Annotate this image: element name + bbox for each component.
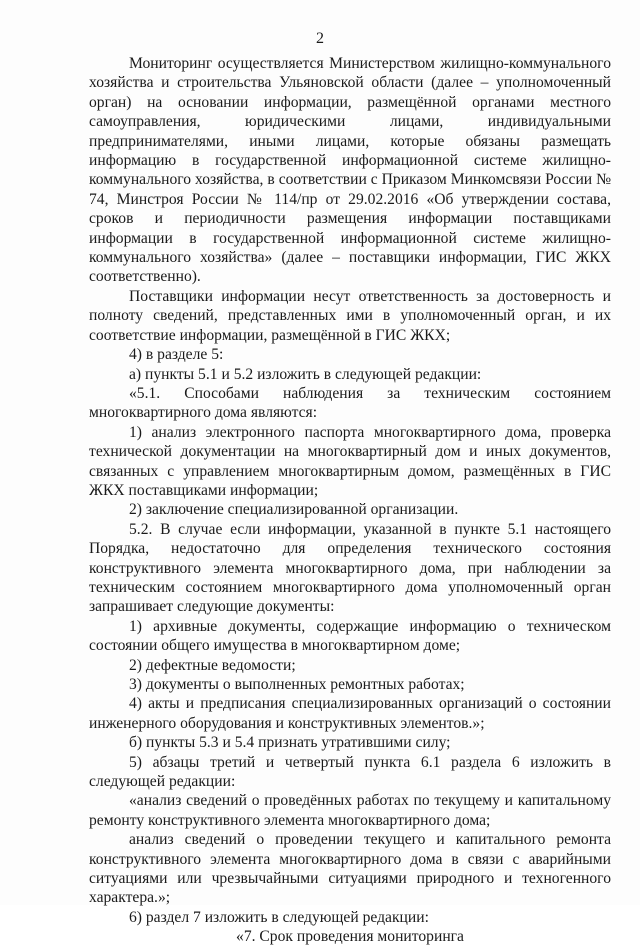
paragraph-suppliers-responsibility: Поставщики информации несут ответственность за достоверность и полноту сведений, представленных ими в уполномоченный орган, и их соответствие информации, размещённой в ГИС ЖКХ; <box>89 287 611 344</box>
paragraph-analysis-emergency: анализ сведений о проведении текущего и капитального ремонта конструктивного элемента многоквартирного дома в связи с аварийными ситуациями или чрезвычайными ситуациями природного и техногенного характера.»; <box>89 831 611 907</box>
paragraph-analysis-repairs: «анализ сведений о проведённых работах по текущему и капитальному ремонту конструктивного элемента многоквартирного дома; <box>89 792 611 829</box>
paragraph-5-2-item-4: 4) акты и предписания специализированных организаций о состоянии инженерного оборудования и конструктивных элементов.»; <box>89 695 611 732</box>
page-number: 2 <box>316 30 324 47</box>
paragraph-item-5: 5) абзацы третий и четвертый пункта 6.1 раздела 6 изложить в следующей редакции: <box>89 753 611 791</box>
paragraph-item-b: б) пункты 5.3 и 5.4 признать утратившими силу; <box>129 734 451 752</box>
paragraph-5-1: «5.1. Способами наблюдения за техническим состоянием многоквартирного дома являются: <box>89 384 611 422</box>
paragraph-5-2: 5.2. В случае если информации, указанной в пункте 5.1 настоящего Порядка, недостаточно для определения технического состояния конструктивного элемента многоквартирного дома, при наблюдении за техническим состоянием многоквартирного дома уполномоченный орган запрашивает следующие документы: <box>89 520 611 616</box>
paragraph-item-6: 6) раздел 7 изложить в следующей редакции: <box>129 908 429 926</box>
paragraph-5-2-item-2: 2) дефектные ведомости; <box>129 656 296 674</box>
paragraph-5-1-item-2: 2) заключение специализированной организации. <box>129 501 459 519</box>
paragraph-5-2-item-1: 1) архивные документы, содержащие информацию о техническом состоянии общего имущества в многоквартирном доме; <box>89 617 611 655</box>
paragraph-5-1-item-1: 1) анализ электронного паспорта многоквартирного дома, проверка технической документации на многоквартирный дом и иных документов, связанных с управлением многоквартирным домом, размещённых в ГИС ЖКХ поставщиками информации; <box>89 423 611 499</box>
paragraph-monitoring: Мониторинг осуществляется Министерством жилищно-коммунального хозяйства и строительства Ульяновской области (далее – уполномоченный орган) на основании информации, размещённой органами местного самоуправления, юридическими лицами, индивидуальными предпринимателями, иными лицами, которые обязаны размещать информацию в государственной информационной системе жилищно-коммунального хозяйства, в соответствии с Приказом Минкомсвязи России № 74, Минстроя России № 114/пр от 29.02.2016 «Об утверждении состава, сроков и периодичности размещения информации поставщиками информации в государственной информационной системе жилищно-коммунального хозяйства» (далее – поставщики информации, ГИС ЖКХ соответственно). <box>89 55 611 286</box>
paragraph-5-2-item-3: 3) документы о выполненных ремонтных работах; <box>129 676 465 693</box>
paragraph-item-a: а) пункты 5.1 и 5.2 изложить в следующей редакции: <box>129 365 482 383</box>
paragraph-item-4: 4) в разделе 5: <box>129 346 224 364</box>
document-body <box>89 54 611 947</box>
section-7-heading: «7. Срок проведения мониторинга <box>236 928 464 946</box>
